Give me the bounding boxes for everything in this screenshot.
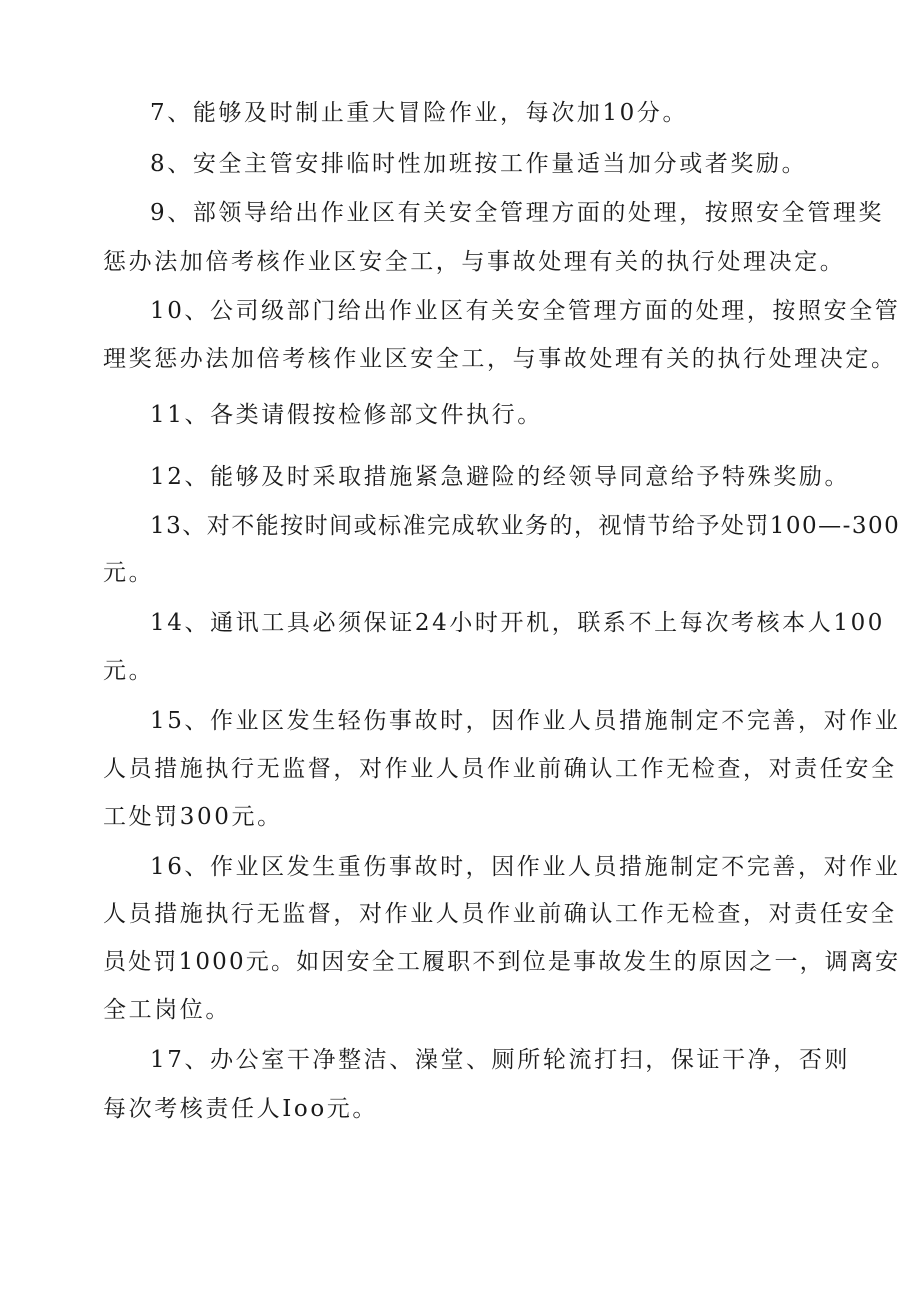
item-13-line-1: 13、对不能按时间或标准完成软业务的，视情节给予处罚100—-300 — [150, 513, 901, 539]
item-15-line-2: 人员措施执行无监督，对作业人员作业前确认工作无检查，对责任安全 — [103, 756, 897, 782]
item-7-line-1: 7、能够及时制止重大冒险作业，每次加10分。 — [150, 100, 689, 126]
item-10-line-1: 10、公司级部门给出作业区有关安全管理方面的处理，按照安全管 — [150, 298, 901, 324]
item-14-line-1: 14、通讯工具必须保证24小时开机，联系不上每次考核本人100 — [150, 610, 886, 636]
item-15-line-3: 工处罚300元。 — [103, 804, 283, 830]
item-13-line-2: 元。 — [103, 560, 155, 586]
item-9-line-2: 惩办法加倍考核作业区安全工，与事故处理有关的执行处理决定。 — [103, 249, 846, 275]
item-12-line-1: 12、能够及时采取措施紧急避险的经领导同意给予特殊奖励。 — [150, 464, 851, 490]
item-17-line-1: 17、办公室干净整洁、澡堂、厕所轮流打扫，保证干净，否则 — [150, 1047, 851, 1073]
item-9-line-1: 9、部领导给出作业区有关安全管理方面的处理，按照安全管理奖 — [150, 200, 885, 226]
item-17-line-2: 每次考核责任人Ioo元。 — [103, 1096, 378, 1122]
item-16-line-1: 16、作业区发生重伤事故时，因作业人员措施制定不完善，对作业 — [150, 854, 901, 880]
item-15-line-1: 15、作业区发生轻伤事故时，因作业人员措施制定不完善，对作业 — [150, 708, 901, 734]
item-11-line-1: 11、各类请假按检修部文件执行。 — [150, 402, 543, 428]
item-16-line-2: 人员措施执行无监督，对作业人员作业前确认工作无检查，对责任安全 — [103, 901, 897, 927]
item-16-line-3: 员处罚1000元。如因安全工履职不到位是事故发生的原因之一，调离安 — [103, 949, 901, 975]
item-16-line-4: 全工岗位。 — [103, 997, 231, 1023]
item-14-line-2: 元。 — [103, 658, 155, 684]
item-10-line-2: 理奖惩办法加倍考核作业区安全工，与事故处理有关的执行处理决定。 — [103, 346, 897, 372]
item-8-line-1: 8、安全主管安排临时性加班按工作量适当加分或者奖励。 — [150, 151, 808, 177]
